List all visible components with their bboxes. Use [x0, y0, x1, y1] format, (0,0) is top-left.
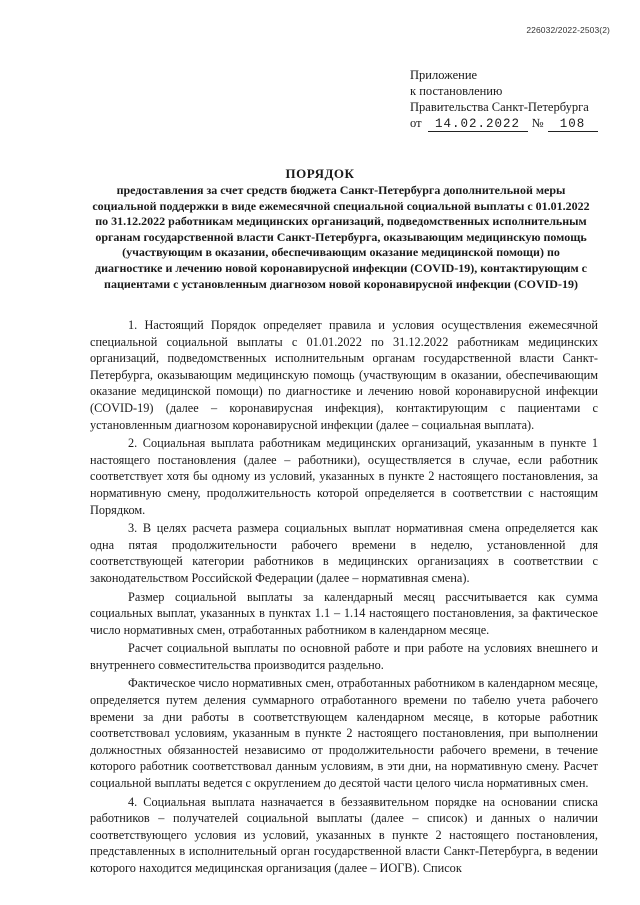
paragraph-2: 2. Социальная выплата работникам медицинских организаций, указанным в пункте 1 настоящего постановления (далее – работники), осуществляется в случае, если работник соответствует хотя бы одному из условий, указанных в пункте 2 настоящего постановления, за нормативную смену, продолжительность которой определяется в соответствии с настоящим Порядком. [90, 436, 598, 517]
document-number: 226032/2022-2503(2) [526, 25, 610, 35]
number-prefix: № [531, 116, 544, 130]
paragraph-3-actual: Фактическое число нормативных смен, отработанных работником в календарном месяце, определяется путем деления суммарного отработанного времени по табелю учета рабочего времени за дни работы в соответствующем календарном месяце, в которые работник соответствовал условиям, указанным в пункте 2 настоящего постановления, при выполнении должностных обязанностей независимо от продолжительности рабочего времени, в течение которого работник соответствовал данным условиям, в эти дни, на нормативную смену. Расчет социальной выплаты ведется с округлением до десятой части целого числа нормативных смен. [90, 676, 598, 791]
resolution-date: 14.02.2022 [428, 117, 528, 132]
appendix-block [410, 67, 615, 132]
appendix-line-1: Приложение [410, 68, 478, 82]
appendix-line-3: Правительства Санкт-Петербурга [410, 100, 589, 114]
paragraph-3-separate: Расчет социальной выплаты по основной работе и при работе на условиях внешнего и внутреннего совместительства производится раздельно. [90, 641, 598, 672]
appendix-line-2: к постановлению [410, 84, 503, 98]
resolution-number: 108 [548, 117, 598, 132]
paragraph-1: 1. Настоящий Порядок определяет правила и условия осуществления ежемесячной специальной социальной выплаты с 01.01.2022 по 31.12.2022 работникам медицинских организаций, подведомственных исполнительным органам государственной власти Санкт-Петербурга, оказывающим медицинскую помощь (участвующим в оказании, обеспечивающим оказание медицинской помощи) по диагностике и лечению новой коронавирусной инфекции (COVID-19) (далее – коронавирусная инфекция), контактирующим с пациентами с установленным диагнозом коронавирусной инфекции (далее – социальная выплата). [90, 318, 598, 432]
document-subtitle: предоставления за счет средств бюджета Санкт-Петербурга дополнительной меры социальной поддержки в виде ежемесячной специальной социальной выплаты с 01.01.2022 по 31.12.2022 работникам медицинских организаций, подведомственных исполнительным органам государственной власти Санкт-Петербурга, оказывающим медицинскую помощь (участвующим в оказании, обеспечивающим оказание медицинской помощи) по диагностике и лечению новой коронавирусной инфекции (COVID-19), контактирующим с пациентами с установленным диагнозом новой коронавирусной инфекции (COVID-19) [92, 183, 590, 291]
document-body [90, 317, 598, 877]
paragraph-3: 3. В целях расчета размера социальных выплат нормативная смена определяется как одна пятая продолжительности рабочего времени в неделю, установленной для соответствующей категории работников в медицинских организациях в соответствии с законодательством Российской Федерации (далее – нормативная смена). [90, 521, 598, 585]
appendix-date-row [410, 115, 615, 132]
paragraph-4: 4. Социальная выплата назначается в беззаявительном порядке на основании списка работников – получателей социальной выплаты (далее – список) и данных о наличии соответствующего условия из условий, указанных в пункте 2 настоящего постановления, представленных в исполнительный орган государственной власти Санкт-Петербурга, в ведении которого находится медицинская организация (далее – ИОГВ). Список [90, 794, 598, 875]
document-title: ПОРЯДОК [285, 166, 355, 181]
date-prefix: от [410, 116, 422, 130]
paragraph-3-size: Размер социальной выплаты за календарный месяц рассчитывается как сумма социальных выплат, указанных в пунктах 1.1 – 1.14 настоящего постановления, за фактическое число нормативных смен, отработанных работником в календарном месяце. [90, 589, 598, 637]
